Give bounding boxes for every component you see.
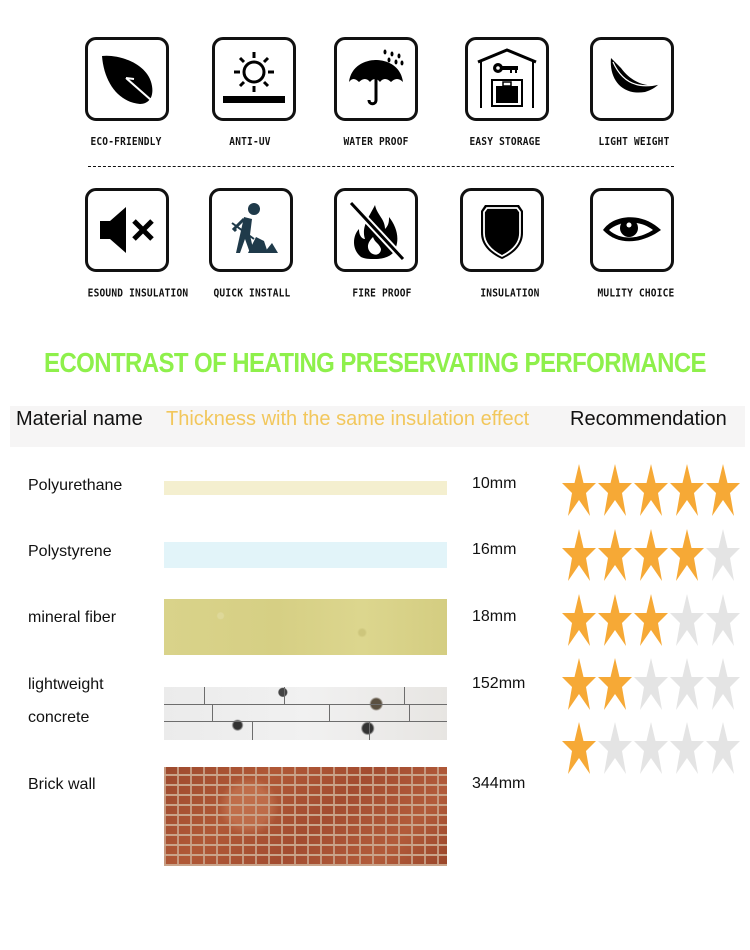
sun-icon [212, 37, 296, 121]
feature-label: INSULATION [480, 287, 540, 300]
material-name-line1: lightweight [28, 676, 104, 693]
star-filled-icon [561, 720, 597, 776]
feature-label: ECO-FRIENDLY [90, 136, 162, 149]
table-header [10, 406, 745, 447]
star-filled-icon [705, 462, 741, 518]
star-filled-icon [633, 592, 669, 648]
material-name: Polyurethane [28, 477, 123, 494]
header-thickness: Thickness with the same insulation effect [166, 408, 530, 430]
feature-label: EASY STORAGE [469, 136, 541, 149]
star-rating [561, 592, 741, 648]
star-filled-icon [633, 462, 669, 518]
star-filled-icon [561, 527, 597, 583]
header-material-name: Material name [16, 408, 143, 430]
feature-label: ESOUND INSULATION [87, 287, 189, 300]
feature-label: QUICK INSTALL [213, 287, 291, 300]
feature-label: LIGHT WEIGHT [598, 136, 670, 149]
thickness-bar [164, 481, 447, 495]
star-empty-icon [669, 592, 705, 648]
thickness-bar [164, 767, 447, 866]
star-filled-icon [597, 527, 633, 583]
star-rating [561, 462, 741, 518]
star-filled-icon [669, 527, 705, 583]
star-rating [561, 656, 741, 712]
star-empty-icon [705, 656, 741, 712]
thickness-bar [164, 542, 447, 568]
feature-label: WATER PROOF [343, 136, 409, 149]
star-empty-icon [705, 720, 741, 776]
star-filled-icon [633, 527, 669, 583]
feather-icon [590, 37, 674, 121]
star-filled-icon [597, 656, 633, 712]
material-name: Polystyrene [28, 543, 112, 560]
feature-label: ANTI-UV [229, 136, 271, 149]
thickness-bar [164, 687, 447, 740]
umbrella-icon [334, 37, 418, 121]
star-empty-icon [597, 720, 633, 776]
material-name-line2: concrete [28, 709, 90, 726]
section-title: ECONTRAST OF HEATING PRESERVATING PERFORMANCE [44, 347, 706, 379]
star-rating [561, 720, 741, 776]
eye-icon [590, 188, 674, 272]
star-filled-icon [561, 656, 597, 712]
feature-label: FIRE PROOF [352, 287, 412, 300]
star-empty-icon [705, 592, 741, 648]
mute-speaker-icon [85, 188, 169, 272]
star-filled-icon [561, 462, 597, 518]
thickness-bar [164, 599, 447, 655]
thickness-value: 16mm [472, 541, 517, 558]
thickness-value: 18mm [472, 608, 517, 625]
feature-label: MULITY CHOICE [597, 287, 675, 300]
thickness-value: 344mm [472, 775, 526, 792]
thickness-value: 10mm [472, 475, 517, 492]
star-empty-icon [669, 720, 705, 776]
leaf-icon [85, 37, 169, 121]
storage-icon [465, 37, 549, 121]
shield-icon [460, 188, 544, 272]
dashed-divider [88, 166, 674, 167]
material-name: Brick wall [28, 776, 96, 793]
star-filled-icon [597, 462, 633, 518]
star-filled-icon [669, 462, 705, 518]
no-fire-icon [334, 188, 418, 272]
star-filled-icon [561, 592, 597, 648]
thickness-value: 152mm [472, 675, 526, 692]
star-empty-icon [633, 656, 669, 712]
worker-icon [209, 188, 293, 272]
star-empty-icon [669, 656, 705, 712]
material-name: mineral fiber [28, 609, 117, 626]
star-empty-icon [633, 720, 669, 776]
star-empty-icon [705, 527, 741, 583]
header-recommendation: Recommendation [570, 408, 727, 430]
star-filled-icon [597, 592, 633, 648]
star-rating [561, 527, 741, 583]
